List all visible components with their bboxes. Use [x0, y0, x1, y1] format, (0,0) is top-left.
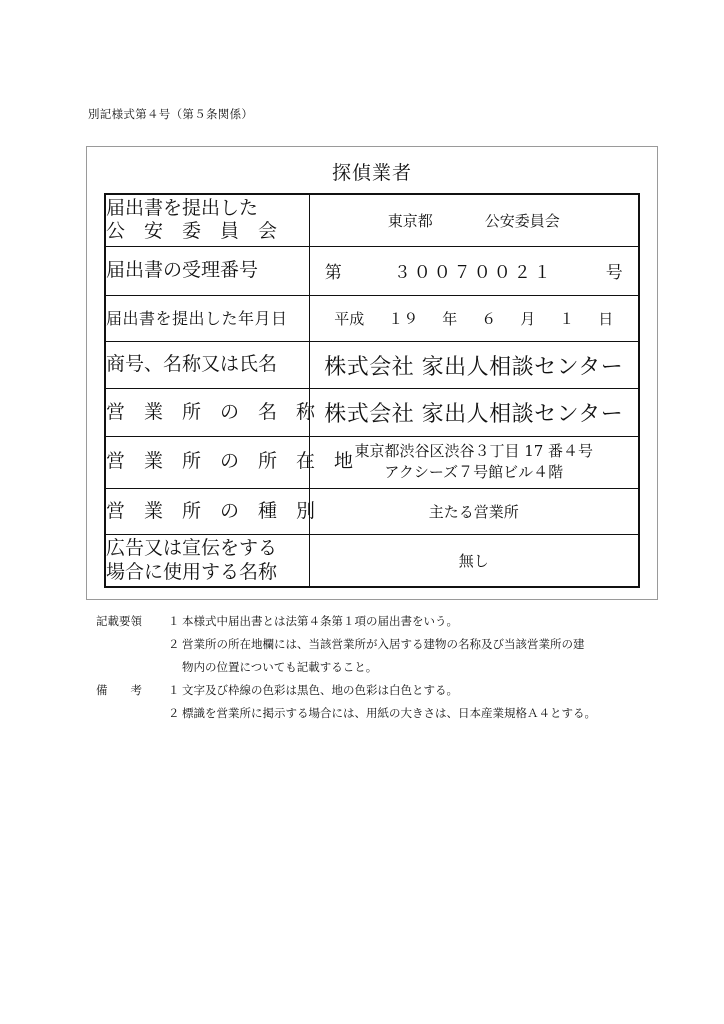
- note-item: ２ 営業所の所在地欄には、当該営業所が入居する建物の名称及び当該営業所の建: [168, 637, 585, 651]
- note-item: 記載要領 １ 本様式中届出書とは法第４条第１項の届出書をいう。: [96, 610, 696, 633]
- form-label: 別記様式第４号（第５条関係）: [88, 107, 254, 121]
- row-submission-date: [105, 296, 639, 342]
- row-commission: [105, 194, 639, 246]
- sign-frame: [86, 146, 658, 600]
- row-office-name: [105, 389, 639, 436]
- value-commission: 東京都 公安委員会: [309, 194, 639, 246]
- sign-table: [104, 193, 640, 588]
- note-item-continuation: 物内の位置についても記載すること。: [182, 660, 378, 674]
- notes-heading-remarks: 備 考: [96, 683, 142, 697]
- label-office-name: 営 業 所 の 名 称: [105, 389, 309, 436]
- row-office-address: [105, 436, 639, 488]
- label-submission-date: 届出書を提出した年月日: [105, 296, 309, 342]
- value-office-type: 主たる営業所: [309, 488, 639, 534]
- value-submission-date: 平成 １９ 年 ６ 月 １ 日: [309, 296, 639, 342]
- row-trade-name: [105, 342, 639, 389]
- value-receipt-number: 第 ３００７００２１ 号: [309, 246, 639, 295]
- value-trade-name: 株式会社 家出人相談センター: [309, 342, 639, 389]
- value-advertising-name: 無し: [309, 535, 639, 587]
- sign-title: 探偵業者: [331, 162, 412, 184]
- row-advertising-name: [105, 535, 639, 587]
- value-office-address: 東京都渋谷区渋谷３丁目 17 番４号 アクシーズ７号館ビル４階: [309, 436, 639, 488]
- note-item: ２ 標識を営業所に掲示する場合には、用紙の大きさは、日本産業規格Ａ４とする。: [168, 706, 596, 720]
- label-receipt-number: 届出書の受理番号: [105, 246, 309, 295]
- label-office-address: 営 業 所 の 所 在 地: [105, 436, 309, 488]
- notes: [96, 610, 696, 725]
- row-receipt-number: [105, 246, 639, 295]
- notes-heading-instructions: 記載要領: [96, 614, 142, 628]
- value-office-name: 株式会社 家出人相談センター: [309, 389, 639, 436]
- label-commission: 届出書を提出した 公 安 委 員 会: [105, 194, 309, 246]
- label-trade-name: 商号、名称又は氏名: [105, 342, 309, 389]
- row-office-type: [105, 488, 639, 534]
- label-office-type: 営 業 所 の 種 別: [105, 488, 309, 534]
- note-item: 備 考 １ 文字及び枠線の色彩は黒色、地の色彩は白色とする。: [96, 679, 696, 702]
- label-advertising-name: 広告又は宣伝をする 場合に使用する名称: [105, 535, 309, 587]
